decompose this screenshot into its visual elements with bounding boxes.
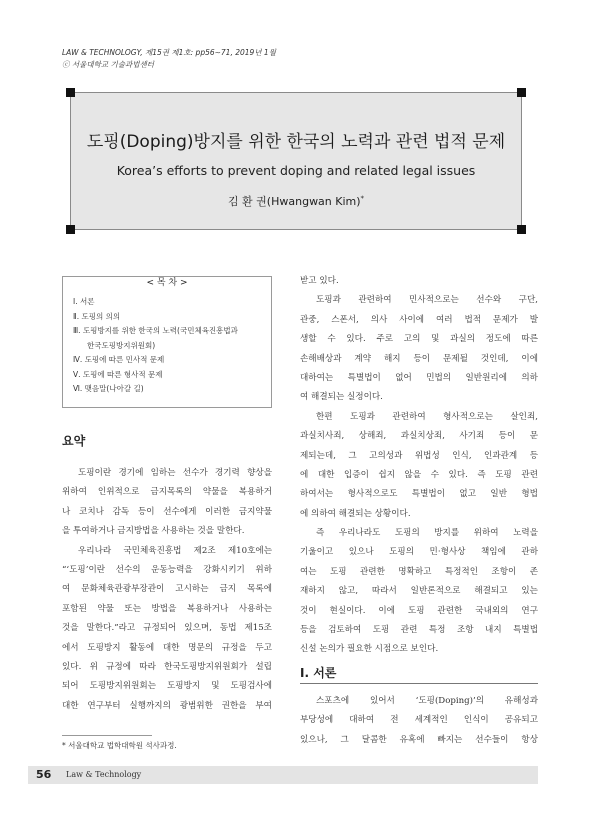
body-line: 여는 도핑 관련한 명확하고 특정적인 조항이 존 xyxy=(300,566,538,577)
section-divider xyxy=(300,683,538,684)
copyright-line: ⓒ 서울대학교 기술과법센터 xyxy=(62,60,154,69)
section-heading-introduction: Ⅰ. 서론 xyxy=(300,666,337,680)
author-footnote-mark: * xyxy=(360,194,365,203)
body-line: 것이 현실이다. 이에 도핑 관련한 국내외의 연구 xyxy=(300,605,538,616)
body-line: 위하여 인위적으로 금지목록의 약물을 복용하거 xyxy=(62,487,272,498)
body-line: 제되는데, 그 고의성과 위법성 인식, 인과관계 등 xyxy=(300,450,538,461)
body-line: 도핑이란 경기에 임하는 선수가 경기력 향상을 xyxy=(78,468,272,478)
author xyxy=(71,193,521,209)
toc-list xyxy=(73,295,238,397)
body-line: 관중, 스폰서, 의사 사이에 여러 법적 문제가 발 xyxy=(300,314,538,325)
body-line: 포함된 약물 또는 방법을 복용하거나 사용하는 xyxy=(62,603,272,614)
body-line: 나 코치나 감독 등이 선수에게 이러한 금지약물 xyxy=(62,506,272,517)
corner-square-icon xyxy=(66,88,75,97)
body-line: 부당성에 대하여 전 세계적인 인식이 공유되고 xyxy=(300,715,538,726)
body-line: 하여서는 형사적으로도 특별법이 없고 일반 형법 xyxy=(300,489,538,500)
body-line: 여 해결되는 실정이다. xyxy=(300,392,383,403)
body-line: 을 투여하거나 금지방법을 사용하는 것을 말한다. xyxy=(62,526,245,537)
toc-heading: < 목 차 > xyxy=(140,278,193,288)
toc-item: Ⅱ. 도핑의 의의 xyxy=(73,311,121,321)
journal-citation: LAW & TECHNOLOGY, 제15권 제1호: pp56∼71, 2019년 1월 xyxy=(62,48,276,57)
page-number: 56 xyxy=(36,768,52,781)
body-line: 되어 도핑방지위원회는 도핑방지 및 도핑검사에 xyxy=(62,681,272,692)
body-line: 과실치사죄, 상해죄, 과실치상죄, 사기죄 등이 문 xyxy=(300,431,538,442)
title-box xyxy=(70,92,522,230)
table-of-contents xyxy=(62,276,272,408)
body-line: 등을 검토하여 도핑 관련 특정 조항 내지 특별법 xyxy=(300,625,538,636)
introduction-body xyxy=(300,692,538,750)
footnote-rule xyxy=(62,735,152,736)
abstract-body xyxy=(62,464,272,716)
author-name: 김 환 권(Hwangwan Kim) xyxy=(227,195,361,208)
toc-item: Ⅴ. 도핑에 따른 형사적 문제 xyxy=(73,369,163,379)
body-line: 생할 수 있다. 주로 고의 및 과실의 정도에 따른 xyxy=(300,334,538,345)
body-line: 여 문화체육관광부장관이 고시하는 금지 목록에 xyxy=(62,584,272,595)
body-line: 있다. 위 규정에 따라 한국도핑방지위원회가 설립 xyxy=(62,661,272,672)
title-english: Korea’s efforts to prevent doping and related legal issues xyxy=(116,163,476,178)
body-line: 대한 연구부터 실행까지의 광범위한 권한을 부여 xyxy=(62,700,272,711)
body-line: 재하지 않고, 따라서 일반론적으로 해결되고 있는 xyxy=(300,586,538,597)
body-line: 것을 말한다.”라고 규정되어 있으며, 동법 제15조 xyxy=(62,623,272,634)
toc-item: Ⅲ. 도핑방지를 위한 한국의 노력(국민체육진흥법과 xyxy=(73,326,238,335)
body-line: 즉 우리나라도 도핑의 방지를 위하여 노력을 xyxy=(316,528,538,539)
corner-square-icon xyxy=(517,88,526,97)
body-line: 에 대한 입증이 쉽지 않을 수 있다. 즉 도핑 관련 xyxy=(300,469,538,480)
author-footnote: * 서울대학교 법학대학원 석사과정. xyxy=(62,741,177,750)
abstract-heading: 요약 xyxy=(62,434,86,448)
body-line: 신설 논의가 필요한 시점으로 보인다. xyxy=(300,644,439,655)
footer-journal-name: Law & Technology xyxy=(66,770,142,779)
body-line: 스포츠에 있어서 ‘도핑(Doping)’의 유해성과 xyxy=(316,696,538,706)
toc-item: Ⅳ. 도핑에 따른 민사적 문제 xyxy=(73,355,165,364)
title-korean: 도핑(Doping)방지를 위한 한국의 노력과 관련 법적 문제 xyxy=(86,132,506,152)
body-line: 에서 도핑방지 활동에 대한 명문의 규정을 두고 xyxy=(62,642,272,653)
corner-square-icon xyxy=(66,225,75,234)
body-line: “‘도핑’이란 선수의 운동능력을 강화시키기 위하 xyxy=(62,564,272,575)
right-column-body xyxy=(300,272,538,660)
body-line: 도핑과 관련하여 민사적으로는 선수와 구단, xyxy=(316,295,538,306)
toc-item: Ⅰ. 서론 xyxy=(73,297,95,306)
body-line: 대하여는 특별법이 없어 민법의 일반원리에 의하 xyxy=(300,372,538,383)
body-line: 있으나, 그 달콤한 유혹에 빠지는 선수들이 항상 xyxy=(300,734,538,745)
body-line: 에 의하여 해결되는 상황이다. xyxy=(300,508,411,519)
toc-item: Ⅵ. 맺음말(나아갈 길) xyxy=(73,384,144,393)
body-line: 우리나라 국민체육진흥법 제2조 제10호에는 xyxy=(78,545,272,556)
body-line: 기울이고 있으나 도핑의 민·형사상 책임에 관하 xyxy=(300,547,538,558)
toc-item: 한국도핑방지위원회) xyxy=(87,340,156,350)
body-line: 받고 있다. xyxy=(300,276,339,286)
page-footer xyxy=(28,766,538,784)
body-line: 손해배상과 계약 해지 등이 문제될 것인데, 이에 xyxy=(300,353,538,364)
corner-square-icon xyxy=(517,225,526,234)
journal-meta xyxy=(62,47,276,71)
body-line: 한편 도핑과 관련하여 형사적으로는 살인죄, xyxy=(316,411,538,422)
